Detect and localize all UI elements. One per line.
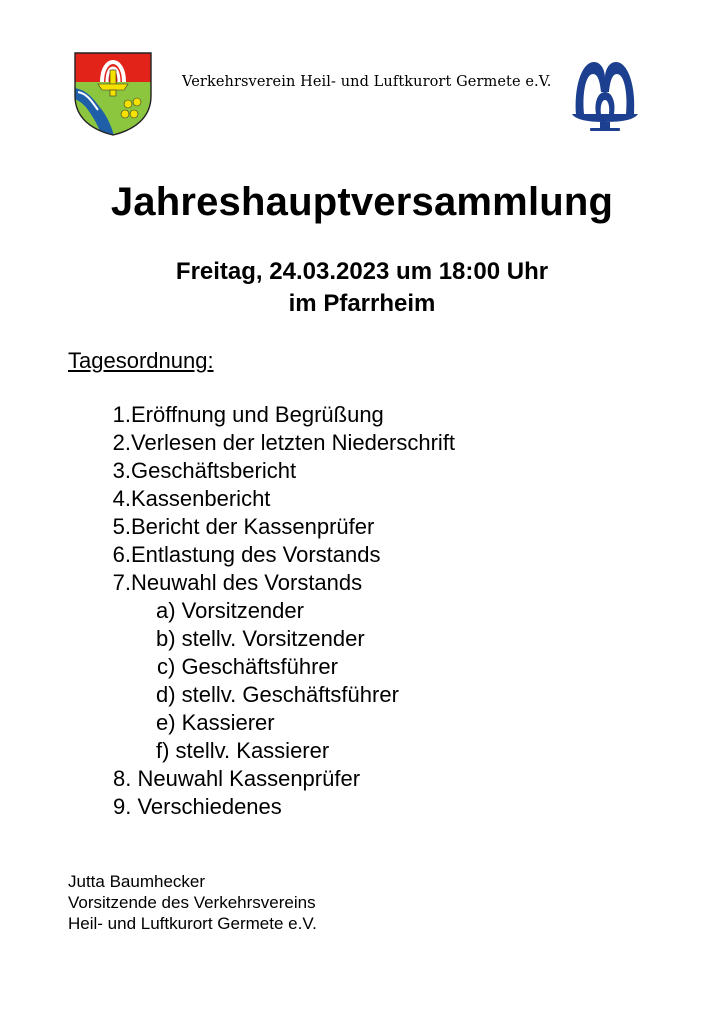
- list-item: 3.Geschäftsbericht: [112, 458, 297, 483]
- signer-name: Jutta Baumhecker: [68, 872, 206, 891]
- list-item: 7.Neuwahl des Vorstands: [112, 570, 363, 595]
- sub-list-item: f) stellv. Kassierer: [156, 738, 330, 763]
- list-item: 9. Verschiedenes: [113, 794, 282, 819]
- sub-list-item: e) Kassierer: [156, 710, 275, 735]
- list-item: 5.Bericht der Kassenprüfer: [112, 514, 375, 539]
- sub-list-item: c) Geschäftsführer: [157, 654, 338, 679]
- coat-of-arms-icon: [74, 52, 152, 136]
- agenda-heading: Tagesordnung:: [68, 348, 214, 373]
- list-item: 4.Kassenbericht: [112, 486, 271, 511]
- list-item: 6.Entlastung des Vorstands: [112, 542, 381, 567]
- event-date: Freitag, 24.03.2023 um 18:00 Uhr: [175, 258, 549, 285]
- fountain-logo-icon: [572, 58, 638, 132]
- list-item: 8. Neuwahl Kassenprüfer: [113, 766, 361, 791]
- list-item: 1.Eröffnung und Begrüßung: [112, 402, 384, 427]
- sub-list-item: a) Vorsitzender: [156, 598, 304, 623]
- list-item: 2.Verlesen der letzten Niederschrift: [112, 430, 456, 455]
- signer-organization: Heil- und Luftkurort Germete e.V.: [68, 914, 317, 933]
- signature-block: [68, 871, 317, 934]
- signer-role: Vorsitzende des Verkehrsvereins: [68, 893, 316, 912]
- event-location: im Pfarrheim: [288, 290, 436, 317]
- page-title: Jahreshauptversammlung: [110, 180, 614, 224]
- organization-name: Verkehrsverein Heil- und Luftkurort Germete e.V.: [182, 74, 552, 90]
- sub-list-item: d) stellv. Geschäftsführer: [156, 682, 399, 707]
- sub-list-item: b) stellv. Vorsitzender: [156, 626, 365, 651]
